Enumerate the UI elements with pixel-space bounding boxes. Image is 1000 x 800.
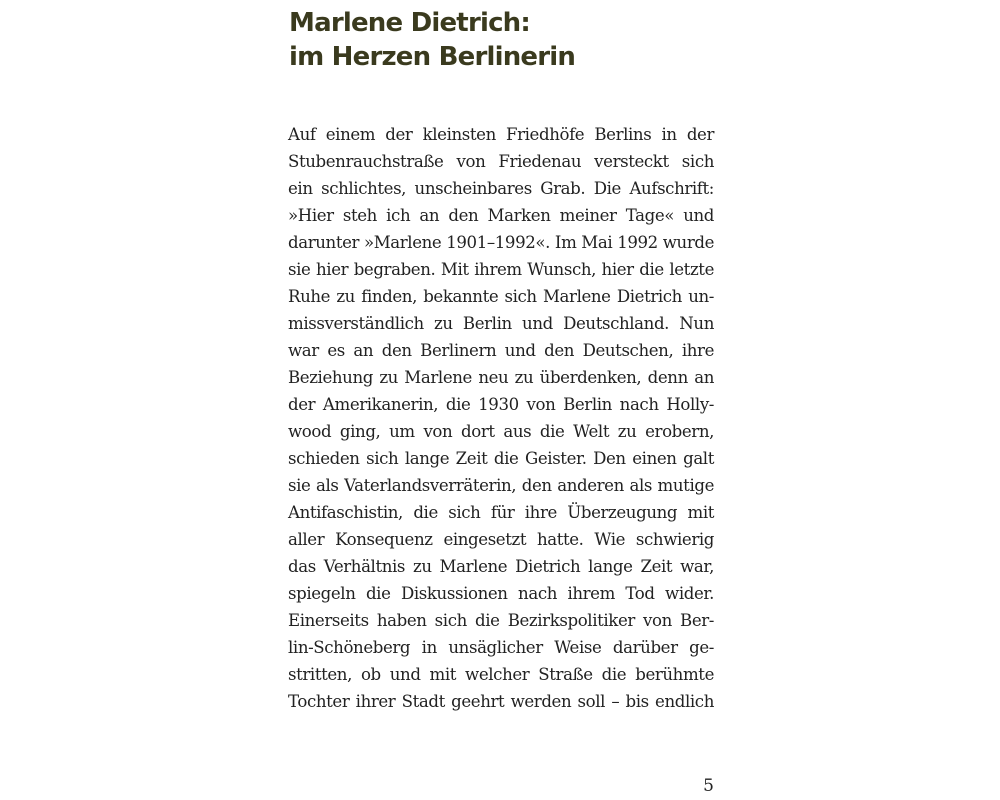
- text-line: sie hier begraben. Mit ihrem Wunsch, hier die letzte: [288, 260, 714, 279]
- text-line: war es an den Berlinern und den Deutschen, ihre: [288, 341, 714, 360]
- chapter-title-line-1: Marlene Dietrich:: [289, 8, 530, 38]
- text-line: aller Konsequenz eingesetzt hatte. Wie schwierig: [288, 530, 714, 549]
- text-line: sie als Vaterlandsverräterin, den anderen als mutige: [288, 476, 714, 495]
- text-line: lin-Schöneberg in unsäglicher Weise darüber ge-: [288, 638, 714, 657]
- text-line: »Hier steh ich an den Marken meiner Tage« und: [288, 206, 714, 225]
- text-line: spiegeln die Diskussionen nach ihrem Tod wider.: [288, 584, 714, 603]
- text-line: darunter »Marlene 1901–1992«. Im Mai 1992 wurde: [288, 233, 714, 252]
- text-line: Stubenrauchstraße von Friedenau versteckt sich: [288, 152, 714, 171]
- text-line: Antifaschistin, die sich für ihre Überzeugung mit: [288, 503, 714, 522]
- text-line: das Verhältnis zu Marlene Dietrich lange Zeit war,: [288, 557, 714, 576]
- page-number: 5: [703, 776, 714, 796]
- text-line: Tochter ihrer Stadt geehrt werden soll – bis endlich: [288, 692, 714, 711]
- text-line: ein schlichtes, unscheinbares Grab. Die Aufschrift:: [288, 179, 714, 198]
- text-line: wood ging, um von dort aus die Welt zu erobern,: [288, 422, 714, 441]
- text-line: Beziehung zu Marlene neu zu überdenken, denn an: [288, 368, 714, 387]
- text-line: missverständlich zu Berlin und Deutschland. Nun: [288, 314, 714, 333]
- text-line: Ruhe zu finden, bekannte sich Marlene Dietrich un-: [288, 287, 714, 306]
- text-line: stritten, ob und mit welcher Straße die berühmte: [288, 665, 714, 684]
- chapter-title: [289, 6, 729, 74]
- text-line: Auf einem der kleinsten Friedhöfe Berlins in der: [288, 125, 714, 144]
- chapter-title-line-2: im Herzen Berlinerin: [289, 42, 576, 72]
- body-paragraph: [288, 121, 714, 715]
- text-line: Einerseits haben sich die Bezirkspolitiker von Ber-: [288, 611, 714, 630]
- text-line: der Amerikanerin, die 1930 von Berlin nach Holly-: [288, 395, 714, 414]
- text-line: schieden sich lange Zeit die Geister. Den einen galt: [288, 449, 714, 468]
